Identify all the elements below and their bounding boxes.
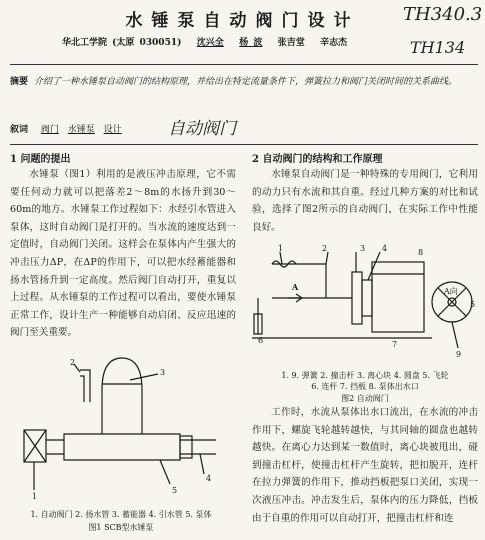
handwritten-keyword: 自动阀门 (168, 119, 236, 139)
handwritten-classification-1: TH340.3 (403, 4, 483, 25)
affiliation: 华北工学院 (太原 030051) (62, 38, 182, 48)
section-body: 水锤泵（图1）利用的是液压冲击原理，它不需要任何动力就可以把落差2～8m的水扬升到30～60m的地方。水锤泵工作过程如下：水经引水管进入泵体，这时自动阀门是打开的。当水流的速度达到一定值时，自动阀门关闭。这样会在泵体内产生强大的冲击压力ΔP，在ΔP的作用下，可以把水经蓄能器和扬水管扬升到一定高度。然后阀门自动打开，重复以上过程。从水锤泵的工作过程可以看出，要使水锤泵正常工作，设计生产一种能够自动启闭、反应迅速的阀门至关重要。 (10, 169, 236, 339)
flow-direction-label: A (292, 282, 299, 292)
keyword: 水锤泵 (67, 125, 95, 135)
divider (10, 64, 478, 65)
keyword: 阀门 (40, 125, 59, 135)
paper-title: 水锤泵自动阀门设计 (125, 11, 360, 31)
figure-2-diagram (252, 244, 478, 366)
figure-2-label: 2 (322, 244, 328, 253)
figure-1-label: 5 (172, 486, 178, 495)
figure-2-legend: 6. 连杆 7. 挡板 8. 泵体出水口 (311, 382, 419, 391)
author-name: 沈兴全 (196, 38, 224, 48)
figure-2-label: 7 (392, 340, 398, 349)
figure-2-legend: 1. 9. 弹簧 2. 撞击杆 3. 离心块 4. 圆盘 5. 飞轮 (281, 371, 449, 380)
divider (10, 144, 478, 145)
handwritten-classification-2: TH134 (410, 38, 466, 57)
figure-1-label: 1 (32, 492, 38, 501)
section-body: 水锤泵自动阀门是一种特殊的专用阀门，它利用的动力只有水流和其自重。经过几种方案的对比和试验，选择了图2所示的自动阀门，在实际工作中性能良好。 (252, 169, 478, 233)
figure-2-label: 6 (258, 336, 264, 345)
keywords-label: 叙词 (10, 125, 29, 135)
section-heading: 1 问题的提出 (10, 154, 71, 165)
figure-1-legend: 1. 自动阀门 2. 扬水管 3. 蓄能器 4. 引水管 5. 泵体 (30, 510, 212, 519)
keywords (10, 122, 128, 135)
figure-1-diagram (20, 350, 225, 508)
view-direction-label: A向 (444, 287, 458, 296)
abstract-label: 摘要 (10, 77, 29, 87)
section-body: 工作时，水流从泵体出水口流出，在水流的冲击作用下，螺旋飞轮越转越快，与其同轴的圆盘也越转越快。在离心力达到某一数值时，离心块被甩出，碰到撞击杠杆，使撞击杠杆产生旋转，把扣脱开，连杆在拉力弹簧的作用下，推动挡板把泵口关闭，实现一次液压冲击。冲击发生后，泵体内的压力降低，挡板由于自重的作用可以自动打开，把撞击杠杆和连 (252, 407, 478, 524)
figure-1-caption: 图1 SCB型水锤泵 (88, 523, 154, 532)
figure-2-label: 9 (456, 350, 462, 359)
abstract (10, 74, 476, 90)
figure-2-label: 5 (470, 300, 476, 309)
figure-2-caption: 图2 自动阀门 (341, 394, 389, 403)
author-name: 张吉堂 (277, 38, 305, 48)
keyword: 设计 (103, 125, 122, 135)
figure-2-label: 8 (418, 248, 424, 257)
figure-1-label: 4 (206, 474, 212, 483)
abstract-text: 介绍了一种水锤泵自动阀门的结构原理，并给出在特定流量条件下，弹簧拉力和阀门关闭时间的关系曲线。 (34, 77, 458, 87)
author-name: 辛志杰 (320, 38, 348, 48)
figure-2-label: 3 (360, 244, 366, 253)
section-heading: 2 自动阀门的结构和工作原理 (252, 154, 383, 165)
figure-1-label: 2 (70, 358, 76, 367)
author-line (62, 35, 347, 48)
figure-1-label: 3 (160, 368, 166, 377)
author-name: 杨 波 (239, 38, 263, 48)
figure-2-label: 1 (278, 244, 284, 253)
figure-2-label: 4 (382, 244, 388, 253)
